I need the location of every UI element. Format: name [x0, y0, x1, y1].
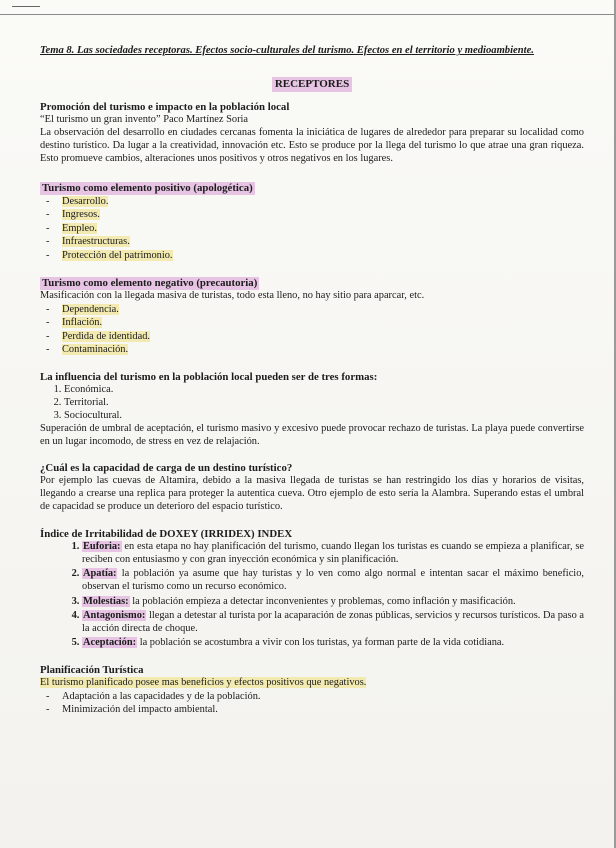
list-item: 3. Molestias: la población empieza a detectar inconvenientes y problemas, como inflación y masificación.	[82, 596, 584, 609]
list-item: - Desarrollo.	[62, 195, 584, 209]
list-item: - Perdida de identidad.	[62, 330, 584, 344]
list-item: - Adaptación a las capacidades y de la población.	[62, 690, 584, 704]
section-capacidad-heading: ¿Cuál es la capacidad de carga de un destino turístico?	[40, 462, 293, 475]
top-border-line	[0, 14, 616, 15]
list-item: 2. Territorial.	[64, 397, 584, 410]
section-promocion-quote: “El turismo un gran invento” Paco Martínez Soria	[40, 114, 249, 125]
list-item: - Infraestructuras.	[62, 235, 584, 249]
planificacion-list	[40, 690, 584, 717]
list-item: 3. Sociocultural.	[64, 410, 584, 423]
influencia-list	[40, 384, 584, 423]
document-content	[40, 44, 584, 717]
list-item: - Contaminación.	[62, 343, 584, 357]
receptores-heading: RECEPTORES	[272, 77, 352, 92]
section-planificacion-heading: Planificación Turística	[40, 663, 144, 676]
list-item: - Protección del patrimonio.	[62, 249, 584, 263]
section-planificacion-intro: El turismo planificado posee mas beneficios y efectos positivos que negativos.	[40, 676, 367, 688]
section-capacidad-body: Por ejemplo las cuevas de Altamira, debido a la masiva llegada de turistas se han restringido los días y horarios de visitas, llegando a crearse una replica para proteger la autentica cueva. Otro ejemplo de esto sería la Alambra. Superando estas el umbral de capacidad se produce un deterioro del espacio turístico.	[40, 475, 584, 513]
list-item: 4. Antagonismo: llegan a detestar al turista por la acaparación de zonas públicas, servicios y recursos turísticos. Da paso a la acción directa de choque.	[82, 610, 584, 635]
list-item: - Minimización del impacto ambiental.	[62, 703, 584, 717]
section-influencia-heading: La influencia del turismo en la población local pueden ser de tres formas:	[40, 370, 378, 383]
list-item: 1. Económica.	[64, 384, 584, 397]
irridex-term: Euforia:	[83, 541, 121, 553]
list-item: - Dependencia.	[62, 303, 584, 317]
section-promocion-heading: Promoción del turismo e impacto en la población local	[40, 101, 290, 113]
irridex-term: Aceptación:	[83, 637, 137, 649]
positivo-list	[40, 195, 584, 263]
list-item: 5. Aceptación: la población se acostumbra a vivir con los turistas, ya forman parte de la vida cotidiana.	[82, 637, 584, 650]
irridex-list	[40, 541, 584, 650]
irridex-term: Apatía:	[83, 568, 117, 580]
list-item: - Ingresos.	[62, 208, 584, 222]
receptores-wrap	[40, 74, 584, 89]
highlight: Turismo como elemento negativo (precautoria)	[42, 276, 258, 289]
section-promocion-body: La observación del desarrollo en ciudades cercanas fomenta la iniciática de lugares de alrededor para preparar su localidad como destino turístico. Da lugar a la creatividad, innovación etc. Esto se produce por la llega del turismo lo que atrae una gran riqueza. Esto promueve cambios, alteraciones unos positivos y otros negativos en los lugares.	[40, 126, 584, 164]
irridex-term: Antagonismo:	[83, 610, 146, 622]
list-item: - Inflación.	[62, 316, 584, 330]
section-negativo-intro: Masificación con la llegada masiva de turistas, todo esta lleno, no hay sitio para aparcar, etc.	[40, 289, 425, 301]
section-influencia-body: Superación de umbral de aceptación, el turismo masivo y excesivo puede provocar rechazo de turistas. La playa puede convertirse en un lugar incomodo, de stress en vez de relajación.	[40, 422, 584, 447]
list-item: - Empleo.	[62, 222, 584, 236]
section-negativo-heading	[40, 277, 584, 290]
irridex-term: Molestias:	[83, 595, 129, 607]
list-item: 2. Apatía: la población ya asume que hay turistas y lo ven como algo normal e intentan sacar el máximo beneficio, observan el turismo como un recurso económico.	[82, 568, 584, 593]
document-title: Tema 8. Las sociedades receptoras. Efectos socio-culturales del turismo. Efectos en el territorio y medioambiente.	[40, 45, 534, 56]
highlight: Turismo como elemento positivo (apologética)	[42, 181, 253, 194]
scan-mark	[12, 6, 40, 7]
list-item: 1. Euforia: en esta etapa no hay planificación del turismo, cuando llegan los turistas es cuando se empieza a planificar, se reciben con entusiasmo y con gran inyección económica y sin planificación.	[82, 541, 584, 566]
negativo-list	[40, 303, 584, 357]
section-positivo-heading	[40, 182, 584, 195]
section-irridex-heading: Índice de Irritabilidad de DOXEY (IRRIDEX) INDEX	[40, 528, 293, 541]
